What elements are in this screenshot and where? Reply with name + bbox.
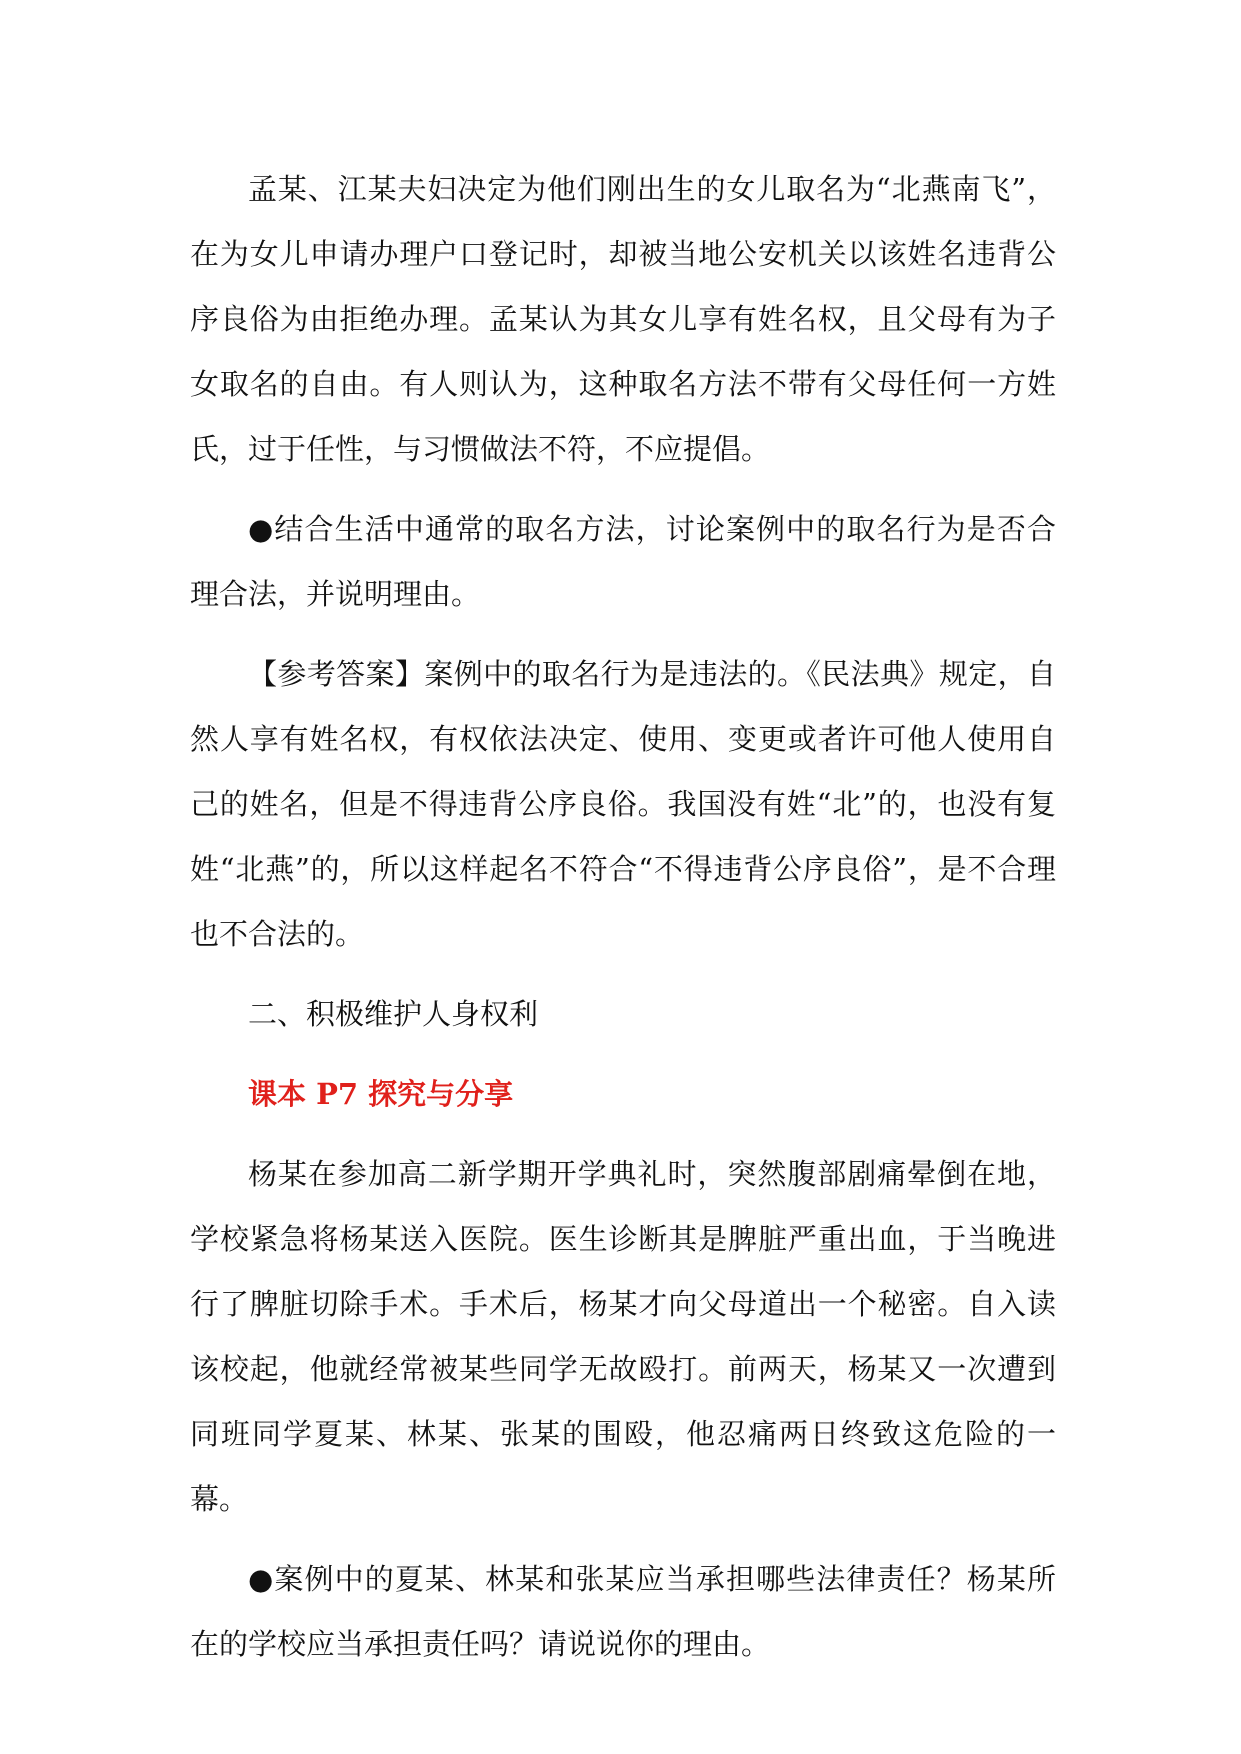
textbook-heading: 课本 P7 探究与分享 bbox=[248, 1077, 514, 1111]
discussion-question-liability: ●案例中的夏某、林某和张某应当承担哪些法律责任？杨某所在的学校应当承担责任吗？请说说你的理由。 bbox=[190, 1562, 1056, 1661]
reference-answer: 【参考答案】案例中的取名行为是违法的。《民法典》规定，自然人享有姓名权，有权依法决定、使用、变更或者许可他人使用自己的姓名，但是不得违背公序良俗。我国没有姓“北”的，也没有复姓“北燕”的，所以这样起名不符合“不得违背公序良俗”，是不合理也不合法的。 bbox=[190, 657, 1056, 951]
case-paragraph-naming: 孟某、江某夫妇决定为他们刚出生的女儿取名为“北燕南飞”，在为女儿申请办理户口登记时，却被当地公安机关以该姓名违背公序良俗为由拒绝办理。孟某认为其女儿享有姓名权，且父母有为子女取名的自由。有人则认为，这种取名方法不带有父母任何一方姓氏，过于任性，与习惯做法不符，不应提倡。 bbox=[190, 172, 1056, 466]
discussion-question-naming: ●结合生活中通常的取名方法，讨论案例中的取名行为是否合理合法，并说明理由。 bbox=[190, 512, 1056, 611]
case-paragraph-bullying: 杨某在参加高二新学期开学典礼时，突然腹部剧痛晕倒在地，学校紧急将杨某送入医院。医生诊断其是脾脏严重出血，于当晚进行了脾脏切除手术。手术后，杨某才向父母道出一个秘密。自入读该校起，他就经常被某些同学无故殴打。前两天，杨某又一次遭到同班同学夏某、林某、张某的围殴，他忍痛两日终致这危险的一幕。 bbox=[190, 1157, 1056, 1516]
section-heading: 二、积极维护人身权利 bbox=[248, 997, 539, 1031]
document-body bbox=[190, 157, 1056, 1692]
